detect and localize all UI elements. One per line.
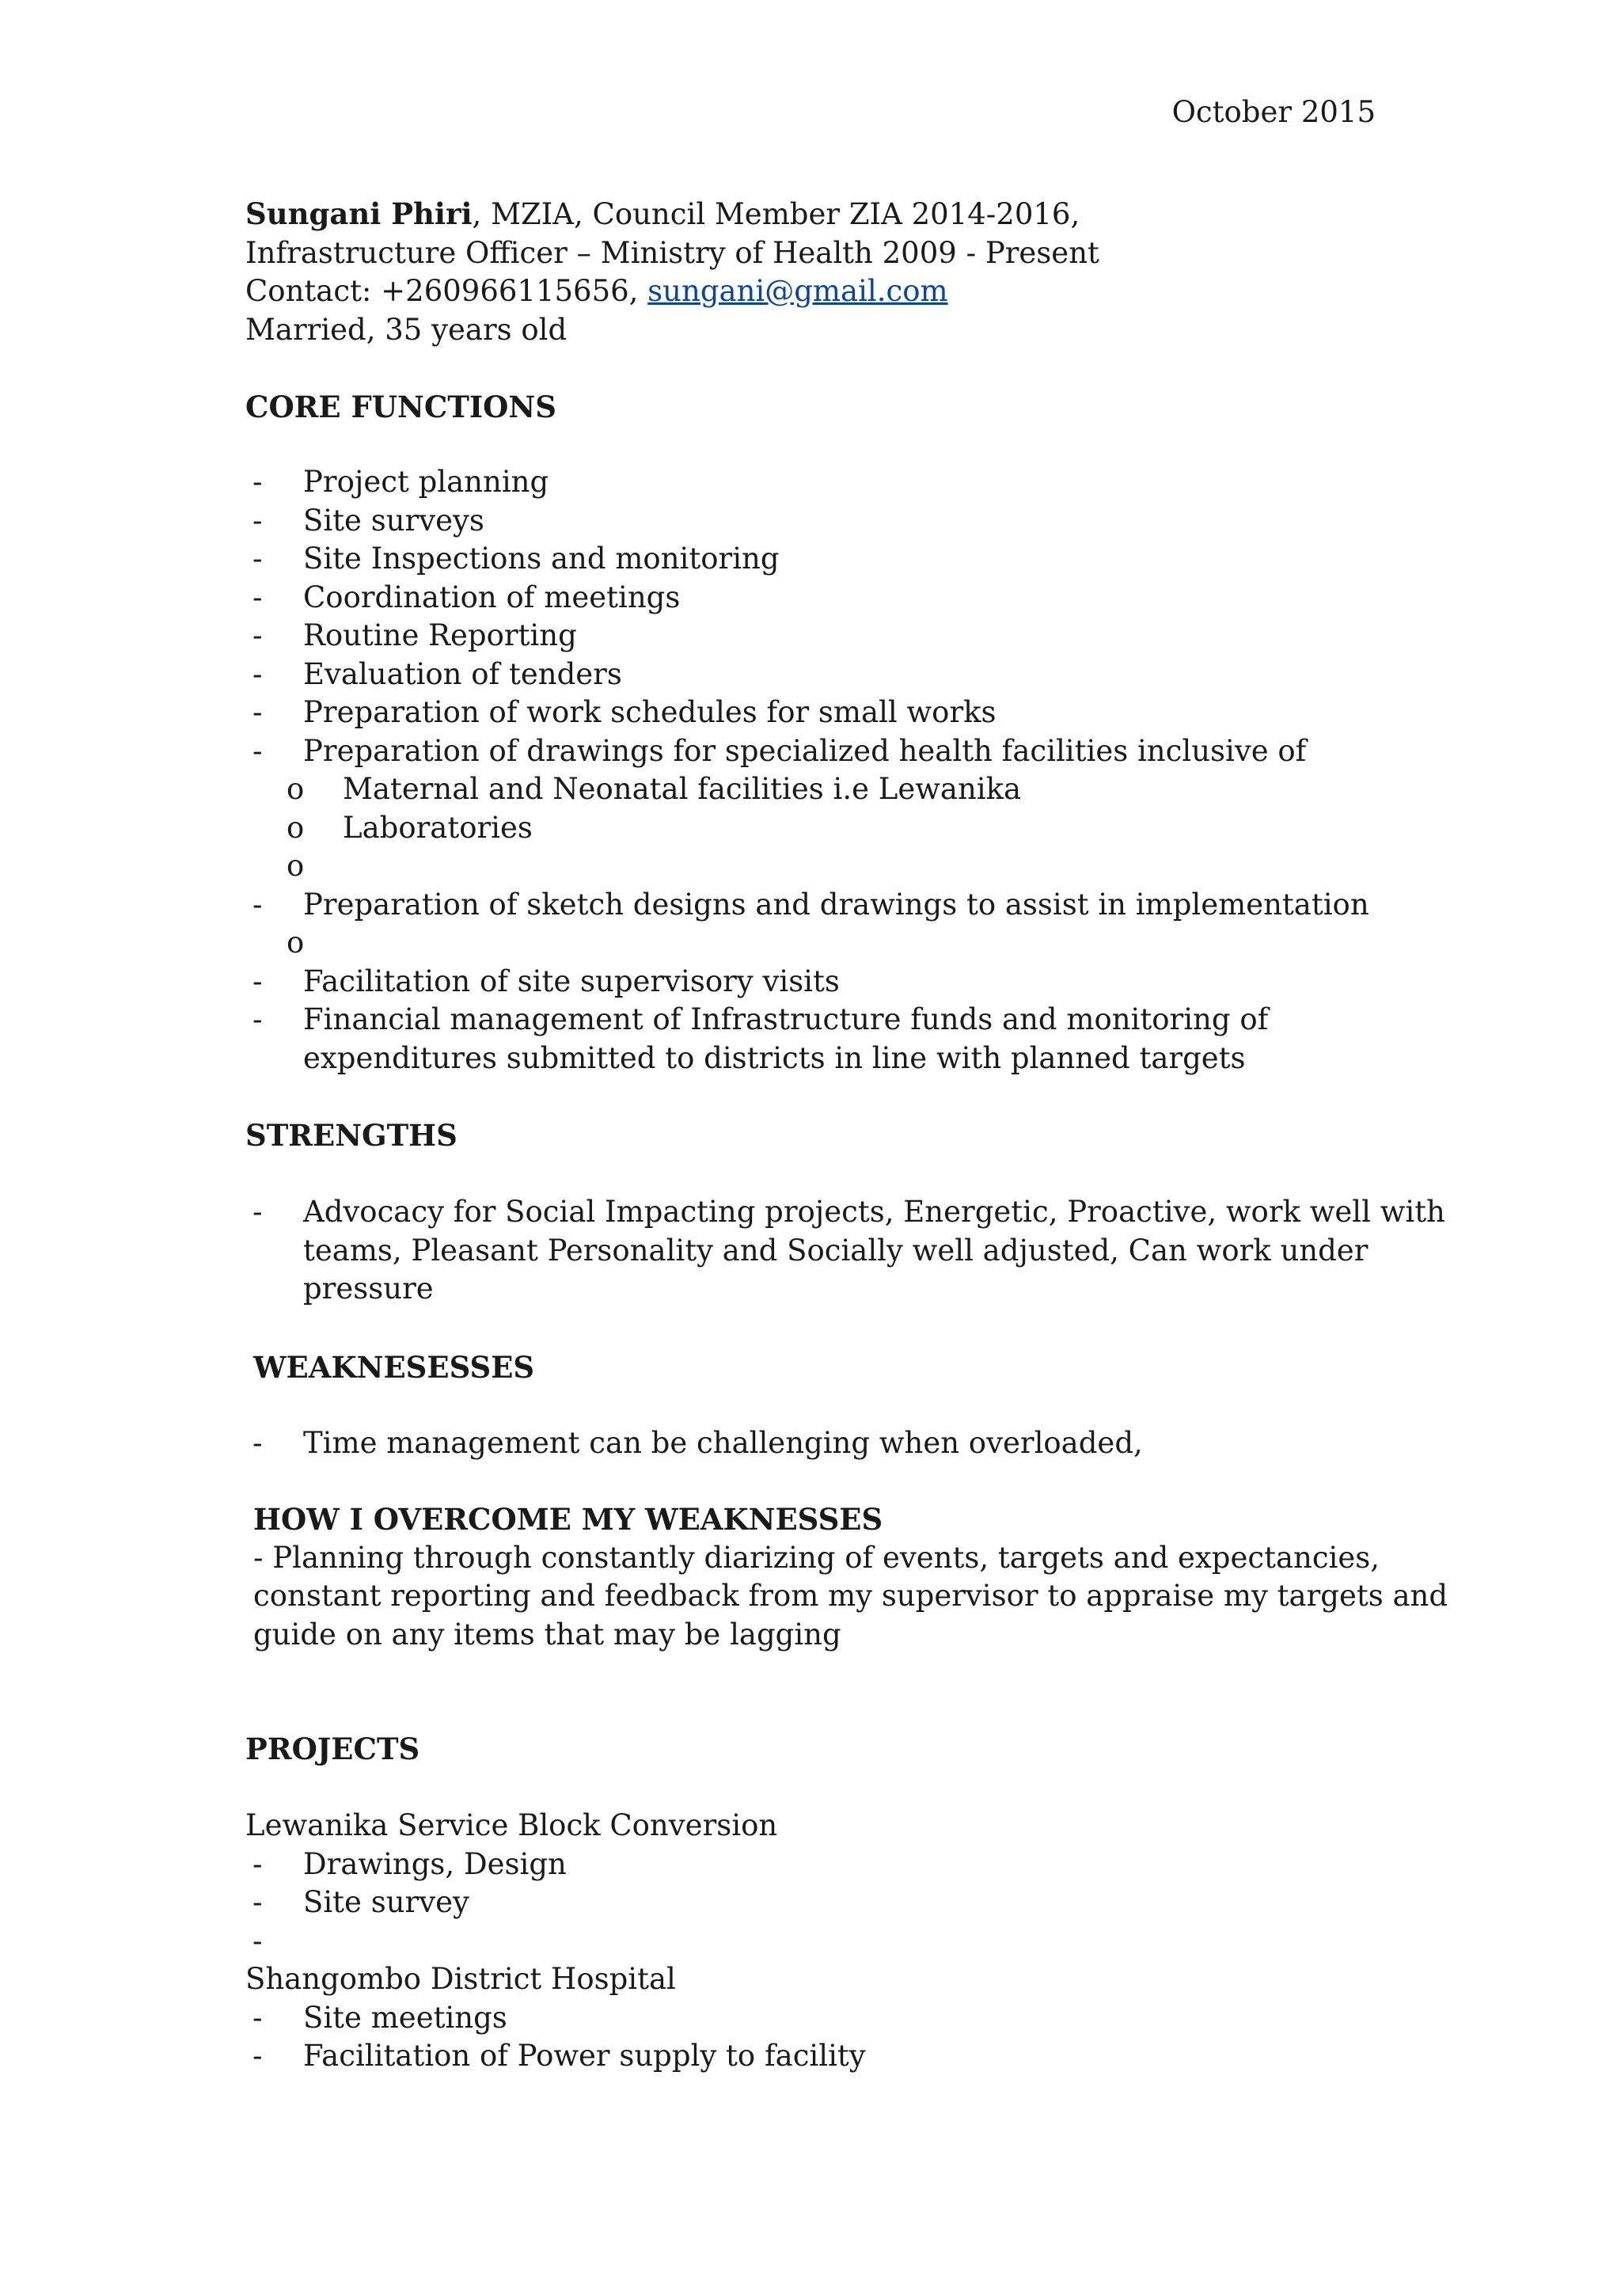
list-item-financial xyxy=(245,1001,1385,1078)
person-name: Sungani Phiri xyxy=(245,196,473,231)
list-item: - Coordination of meetings xyxy=(245,579,1385,618)
strengths-line-1: - Advocacy for Social Impacting projects, Energetic, Proactive, work well with xyxy=(303,1195,1445,1229)
contact-line xyxy=(245,272,1385,311)
overcome-line-1: - Planning through constantly diarizing of events, targets and expectancies, xyxy=(253,1540,1380,1575)
weaknesses-heading xyxy=(253,1348,1393,1387)
position-line: Infrastructure Officer – Ministry of Health 2009 - Present xyxy=(245,235,1099,270)
overcome-section xyxy=(253,1500,1448,1654)
strengths-line-3: pressure xyxy=(303,1272,434,1306)
personal-line: Married, 35 years old xyxy=(245,312,568,347)
list-item: - Time management can be challenging when overloaded, xyxy=(245,1424,1385,1463)
list-item: - Project planning xyxy=(245,463,1385,502)
list-item: - Site Inspections and monitoring xyxy=(245,540,1385,579)
list-item: - Site surveys xyxy=(245,502,1385,541)
email-link[interactable]: sungani@gmail.com xyxy=(647,274,948,308)
sub-list-item: o Maternal and Neonatal facilities i.e Lewanika xyxy=(245,770,1385,809)
contact-phone: Contact: +260966115656, xyxy=(245,274,648,308)
contact-header xyxy=(245,195,1385,349)
list-item: - Evaluation of tenders xyxy=(245,656,1385,694)
project-title: Lewanika Service Block Conversion xyxy=(245,1808,778,1842)
strengths-heading xyxy=(245,1116,1385,1155)
overcome-title: HOW I OVERCOME MY WEAKNESSES xyxy=(253,1502,883,1537)
sub-list-item: o Laboratories xyxy=(245,809,1385,848)
financial-line-1: - Financial management of Infrastructure funds and monitoring of xyxy=(303,1002,1269,1036)
projects-list xyxy=(245,1807,1385,2076)
credentials: , MZIA, Council Member ZIA 2014-2016, xyxy=(472,197,1080,231)
project-item: - Site survey xyxy=(245,1884,1385,1922)
project-title: Shangombo District Hospital xyxy=(245,1962,676,1996)
core-functions-heading xyxy=(245,388,1385,427)
projects-title: PROJECTS xyxy=(245,1732,420,1766)
overcome-line-2: constant reporting and feedback from my supervisor to appraise my targets and xyxy=(253,1579,1448,1613)
project-item-empty xyxy=(245,1922,1385,1961)
core-functions-title: CORE FUNCTIONS xyxy=(245,390,556,424)
list-item: - Facilitation of site supervisory visits xyxy=(245,963,1385,1002)
strengths-line-2: teams, Pleasant Personality and Socially well adjusted, Can work under xyxy=(303,1233,1369,1268)
sub-list-item-empty xyxy=(245,924,1385,963)
document-date: October 2015 xyxy=(1171,95,1376,129)
overcome-line-3: guide on any items that may be lagging xyxy=(253,1617,841,1652)
list-item xyxy=(245,1193,1445,1309)
weaknesses-title: WEAKNESESSES xyxy=(253,1350,535,1385)
list-item: - Routine Reporting xyxy=(245,617,1385,656)
financial-line-2: expenditures submitted to districts in line with planned targets xyxy=(303,1040,1246,1075)
weaknesses-list xyxy=(245,1424,1385,1463)
project-item: - Facilitation of Power supply to facility xyxy=(245,2037,1385,2076)
list-item: - Preparation of work schedules for small works xyxy=(245,694,1385,732)
list-item: - Preparation of sketch designs and drawings to assist in implementation xyxy=(245,886,1385,925)
project-item: - Drawings, Design xyxy=(245,1846,1385,1884)
strengths-title: STRENGTHS xyxy=(245,1118,457,1153)
projects-heading xyxy=(245,1730,1385,1769)
core-functions-list xyxy=(245,463,1385,1078)
sub-list-item-empty xyxy=(245,847,1385,886)
project-item: - Site meetings xyxy=(245,1999,1385,2038)
strengths-list xyxy=(245,1193,1445,1309)
list-item: - Preparation of drawings for specialized health facilities inclusive of xyxy=(245,732,1385,771)
name-line xyxy=(245,195,1385,234)
